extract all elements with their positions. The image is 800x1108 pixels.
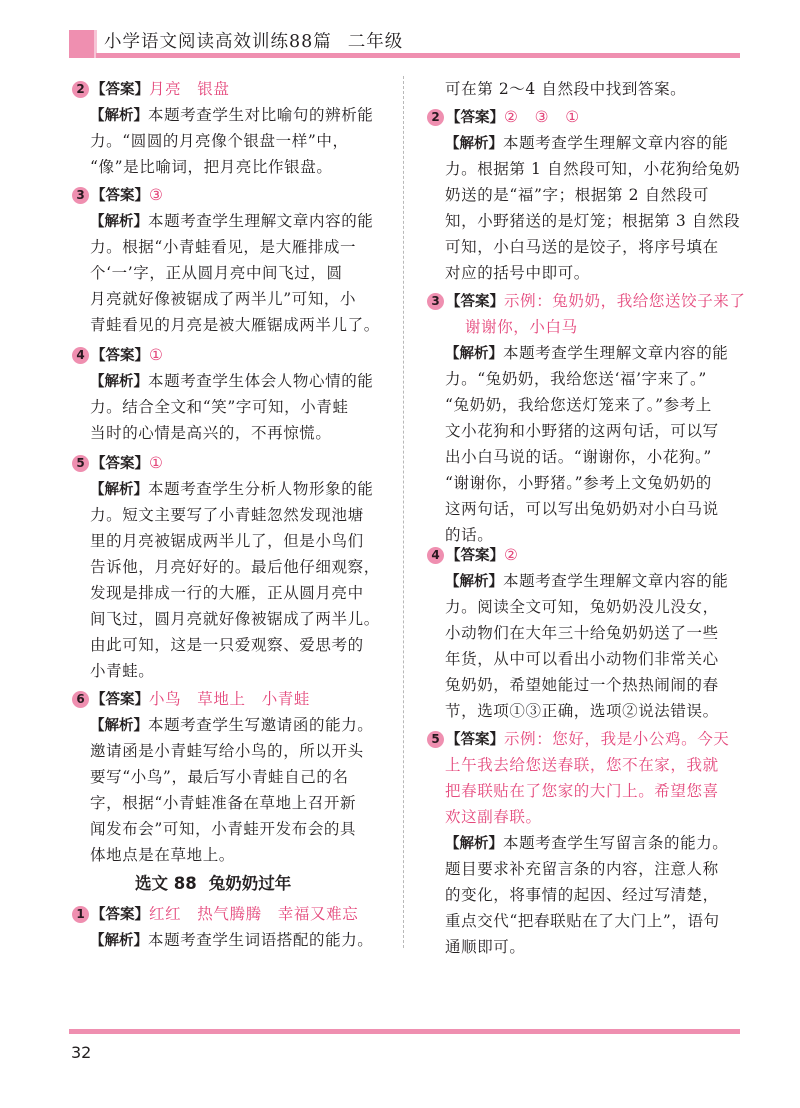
analysis-line: 由此可知，这是一只爱观察、爱思考的 [90,636,364,654]
left-q6-answer: 6 【答案】小鸟 草地上 小青蛙 [72,686,310,712]
left-q6-analysis: 【解析】本题考查学生写邀请函的能力。 [90,716,374,734]
analysis-line: 力。结合全文和“笑”字可知，小青蛙 [90,398,349,416]
analysis-line: 邀请函是小青蛙写给小鸟的，所以开头 [90,742,364,760]
answer-continued: 欢这副春联。 [445,808,542,826]
analysis-line: 这两句话，可以写出兔奶奶对小白马说 [445,500,719,518]
analysis-line: 出小白马说的话。“谢谢你，小花狗。” [445,448,712,466]
analysis-line: 间飞过，圆月亮就好像被锯成了两半儿。 [90,610,380,628]
left-q5-answer: 5 【答案】① [72,450,164,476]
question-number-badge: 6 [72,691,89,708]
analysis-line: 里的月亮被锯成两半儿了，但是小鸟们 [90,532,364,550]
answer-continued: 上午我去给您送春联，您不在家，我就 [445,756,719,774]
analysis-line: 的话。 [445,526,494,544]
question-number-badge: 3 [427,293,444,310]
analysis-line: 兔奶奶，希望她能过一个热热闹闹的春 [445,676,719,694]
left-q4-analysis: 【解析】本题考查学生体会人物心情的能 [90,372,374,390]
analysis-line: 小动物们在大年三十给兔奶奶送了一些 [445,624,719,642]
question-number-badge: 5 [427,731,444,748]
question-number-badge: 4 [427,547,444,564]
question-number-badge: 5 [72,455,89,472]
analysis-line: 文小花狗和小野猪的这两句话，可以写 [445,422,719,440]
analysis-line: 力。阅读全文可知，兔奶奶没儿没女， [445,598,719,616]
analysis-line: 年货，从中可以看出小动物们非常关心 [445,650,719,668]
grade-label: 二年级 [347,32,404,52]
analysis-line: 力。“兔奶奶，我给您送‘福’字来了。” [445,370,707,388]
page-number: 32 [71,1043,92,1062]
analysis-line: 青蛙看见的月亮是被大雁锯成两半儿了。 [90,316,380,334]
analysis-line: 对应的括号中即可。 [445,264,590,282]
question-number-badge: 2 [427,109,444,126]
analysis-line: 个‘一’字，正从圆月亮中间飞过，圆 [90,264,343,282]
analysis-line: 当时的心情是高兴的，不再惊慌。 [90,424,332,442]
header-accent-tab [69,30,94,58]
analysis-line: 力。短文主要写了小青蛙忽然发现池塘 [90,506,364,524]
analysis-line: 奶送的是“福”字；根据第 2 自然段可 [445,186,709,204]
analysis-line: 节，选项①③正确，选项②说法错误。 [445,702,719,720]
question-number-badge: 2 [72,81,89,98]
analysis-line: 小青蛙。 [90,662,155,680]
analysis-line: 力。根据第 1 自然段可知，小花狗给兔奶 [445,160,741,178]
analysis-line: 力。根据“小青蛙看见，是大雁排成一 [90,238,357,256]
answer-continued: 把春联贴在了您家的大门上。希望您喜 [445,782,719,800]
right-q4-analysis: 【解析】本题考查学生理解文章内容的能 [445,572,729,590]
question-number-badge: 4 [72,347,89,364]
analysis-line: “像”是比喻词，把月亮比作银盘。 [90,158,333,176]
analysis-line: 字，根据“小青蛙准备在草地上召开新 [90,794,357,812]
right-q5-analysis: 【解析】本题考查学生写留言条的能力。 [445,834,729,852]
left-q3-analysis: 【解析】本题考查学生理解文章内容的能 [90,212,374,230]
column-divider [403,76,404,948]
header-rule [96,53,740,58]
right-q5-answer: 5 【答案】示例：您好，我是小公鸡。今天 [427,726,729,752]
analysis-line: 发现是排成一行的大雁，正从圆月亮中 [90,584,364,602]
continued-line: 可在第 2～4 自然段中找到答案。 [445,80,687,98]
left-s1-analysis: 【解析】本题考查学生词语搭配的能力。 [90,931,374,949]
section-title: 选文 88 兔奶奶过年 [135,874,292,893]
analysis-line: 月亮就好像被锯成了两半儿”可知，小 [90,290,357,308]
right-q4-answer: 4 【答案】② [427,542,519,568]
left-q3-answer: 3 【答案】③ [72,182,164,208]
analysis-line: 要写“小鸟”，最后写小青蛙自己的名 [90,768,349,786]
question-number-badge: 3 [72,187,89,204]
left-q2-answer: 2 【答案】月亮 银盘 [72,76,230,102]
right-q3-analysis: 【解析】本题考查学生理解文章内容的能 [445,344,729,362]
left-s1-answer: 1 【答案】红红 热气腾腾 幸福又难忘 [72,901,358,927]
left-q4-answer: 4 【答案】① [72,342,164,368]
answer-continued: 谢谢你，小白马 [465,318,578,336]
analysis-line: 体地点是在草地上。 [90,846,235,864]
analysis-line: 可知，小白马送的是饺子，将序号填在 [445,238,719,256]
analysis-line: 题目要求补充留言条的内容，注意人称 [445,860,719,878]
analysis-line: 知，小野猪送的是灯笼；根据第 3 自然段 [445,212,741,230]
footer-rule [69,1029,740,1034]
right-q3-answer: 3 【答案】示例：兔奶奶，我给您送饺子来了 [427,288,746,314]
analysis-line: 通顺即可。 [445,938,526,956]
question-number-badge: 1 [72,906,89,923]
analysis-line: “谢谢你，小野猪。”参考上文兔奶奶的 [445,474,712,492]
left-q5-analysis: 【解析】本题考查学生分析人物形象的能 [90,480,374,498]
analysis-line: 重点交代“把春联贴在了大门上”，语句 [445,912,720,930]
right-q2-analysis: 【解析】本题考查学生理解文章内容的能 [445,134,729,152]
analysis-line: 力。“圆圆的月亮像个银盘一样”中， [90,132,349,150]
analysis-line: 告诉他，月亮好好的。最后他仔细观察， [90,558,380,576]
left-q2-analysis: 【解析】本题考查学生对比喻句的辨析能 [90,106,374,124]
analysis-line: “兔奶奶，我给您送灯笼来了。”参考上 [445,396,712,414]
analysis-line: 的变化，将事情的起因、经过写清楚， [445,886,719,904]
right-q2-answer: 2 【答案】② ③ ① [427,104,580,130]
analysis-line: 闻发布会”可知，小青蛙开发布会的具 [90,820,357,838]
book-title: 小学语文阅读高效训练88篇 二年级 [104,32,404,52]
